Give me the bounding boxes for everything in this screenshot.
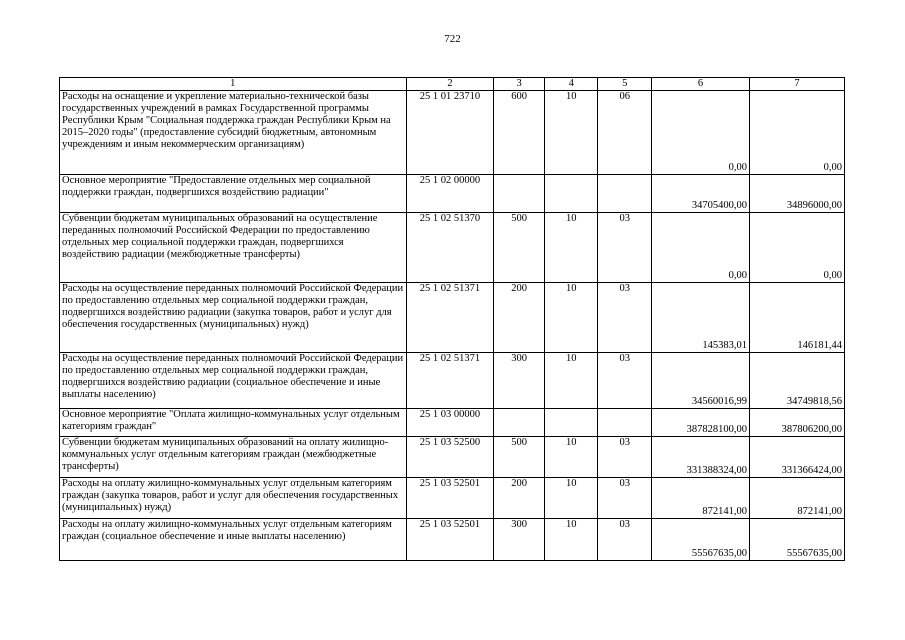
row-sum-2: 0,00 [749, 91, 844, 175]
row-code: 25 1 02 51370 [406, 213, 494, 283]
column-header: 5 [598, 78, 652, 91]
column-header: 2 [406, 78, 494, 91]
row-pr: 03 [598, 519, 652, 561]
row-sum-1: 34560016,99 [651, 353, 749, 409]
row-rz: 10 [544, 478, 598, 519]
row-code: 25 1 03 52501 [406, 478, 494, 519]
table-row [60, 478, 845, 519]
row-sum-2: 331366424,00 [749, 437, 844, 478]
row-rz: 10 [544, 213, 598, 283]
row-sum-1: 34705400,00 [651, 175, 749, 213]
row-name: Расходы на оплату жилищно-коммунальных услуг отдельным категориям граждан (закупка товаров, работ и услуг для обеспечения государственных (муниципальных) нужд) [60, 478, 407, 519]
row-sum-2: 146181,44 [749, 283, 844, 353]
row-pr: 03 [598, 213, 652, 283]
row-code: 25 1 02 51371 [406, 283, 494, 353]
row-code: 25 1 02 51371 [406, 353, 494, 409]
page-number: 722 [444, 33, 461, 45]
row-vr: 600 [494, 91, 545, 175]
row-name: Расходы на оснащение и укрепление материально-технической базы государственных учреждений в рамках Государственной программы Республики Крым "Социальная поддержка граждан Республики Крым на 2015–2020 годы" (предоставление субсидий бюджетным, автономным учреждениям и иным некоммерческим организациям) [60, 91, 407, 175]
row-name: Субвенции бюджетам муниципальных образований на осуществление переданных полномочий Российской Федерации по предоставлению отдельных мер социальной поддержки граждан, подвергшихся воздействию радиации (межбюджетные трансферты) [60, 213, 407, 283]
row-pr: 03 [598, 437, 652, 478]
row-vr: 300 [494, 519, 545, 561]
row-rz: 10 [544, 353, 598, 409]
row-code: 25 1 01 23710 [406, 91, 494, 175]
row-sum-1: 145383,01 [651, 283, 749, 353]
row-pr: 03 [598, 353, 652, 409]
row-vr: 200 [494, 478, 545, 519]
row-sum-1: 55567635,00 [651, 519, 749, 561]
column-header: 4 [544, 78, 598, 91]
row-code: 25 1 02 00000 [406, 175, 494, 213]
row-rz: 10 [544, 91, 598, 175]
row-rz: 10 [544, 437, 598, 478]
table-row [60, 519, 845, 561]
row-rz: 10 [544, 283, 598, 353]
row-pr [598, 175, 652, 213]
row-sum-2: 387806200,00 [749, 409, 844, 437]
row-sum-1: 872141,00 [651, 478, 749, 519]
row-vr: 500 [494, 213, 545, 283]
row-vr [494, 175, 545, 213]
row-sum-2: 872141,00 [749, 478, 844, 519]
column-header: 1 [60, 78, 407, 91]
row-code: 25 1 03 52501 [406, 519, 494, 561]
row-pr: 06 [598, 91, 652, 175]
row-pr: 03 [598, 478, 652, 519]
row-sum-2: 0,00 [749, 213, 844, 283]
row-sum-1: 0,00 [651, 213, 749, 283]
row-vr: 500 [494, 437, 545, 478]
table-row [60, 91, 845, 175]
row-pr [598, 409, 652, 437]
row-sum-2: 55567635,00 [749, 519, 844, 561]
row-sum-1: 331388324,00 [651, 437, 749, 478]
header-row [60, 78, 845, 91]
column-header: 3 [494, 78, 545, 91]
row-code: 25 1 03 00000 [406, 409, 494, 437]
row-rz [544, 409, 598, 437]
row-sum-1: 387828100,00 [651, 409, 749, 437]
row-vr: 300 [494, 353, 545, 409]
table-row [60, 283, 845, 353]
row-name: Основное мероприятие "Оплата жилищно-коммунальных услуг отдельным категориям граждан" [60, 409, 407, 437]
row-vr [494, 409, 545, 437]
row-name: Расходы на осуществление переданных полномочий Российской Федерации по предоставлению отдельных мер социальной поддержки граждан, подвергшихся воздействию радиации (социальное обеспечение и иные выплаты населению) [60, 353, 407, 409]
row-rz: 10 [544, 519, 598, 561]
budget-table [59, 77, 845, 561]
row-sum-2: 34749818,56 [749, 353, 844, 409]
row-name: Основное мероприятие "Предоставление отдельных мер социальной поддержки граждан, подвергшихся воздействию радиации" [60, 175, 407, 213]
row-name: Расходы на осуществление переданных полномочий Российской Федерации по предоставлению отдельных мер социальной поддержки граждан, подвергшихся воздействию радиации (закупка товаров, работ и услуг для обеспечения государственных (муниципальных) нужд) [60, 283, 407, 353]
row-name: Расходы на оплату жилищно-коммунальных услуг отдельным категориям граждан (социальное обеспечение и иные выплаты населению) [60, 519, 407, 561]
table-row [60, 213, 845, 283]
table-row [60, 175, 845, 213]
table-row [60, 437, 845, 478]
row-code: 25 1 03 52500 [406, 437, 494, 478]
row-rz [544, 175, 598, 213]
column-header: 6 [651, 78, 749, 91]
row-name: Субвенции бюджетам муниципальных образований на оплату жилищно-коммунальных услуг отдельным категориям граждан (межбюджетные трансферты) [60, 437, 407, 478]
row-vr: 200 [494, 283, 545, 353]
row-sum-2: 34896000,00 [749, 175, 844, 213]
table-row [60, 409, 845, 437]
column-header: 7 [749, 78, 844, 91]
row-pr: 03 [598, 283, 652, 353]
table-row [60, 353, 845, 409]
row-sum-1: 0,00 [651, 91, 749, 175]
